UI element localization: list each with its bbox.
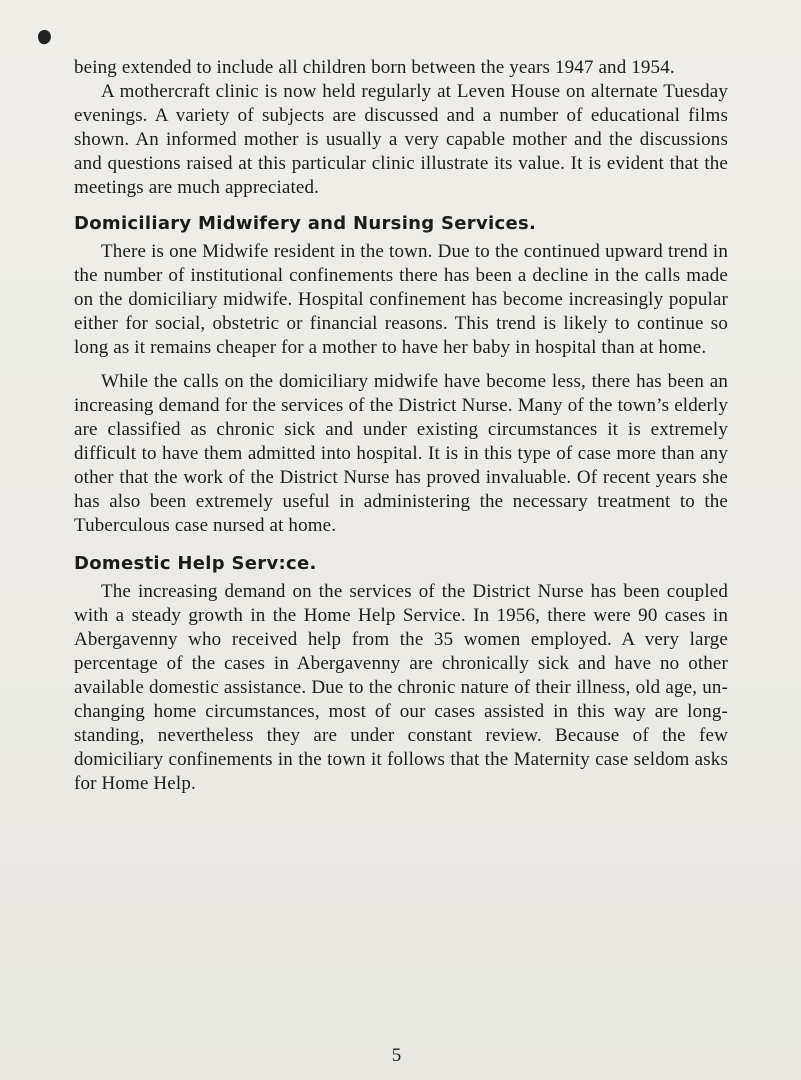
midwifery-paragraph-2: While the calls on the domiciliary midwife have become less, there has been an increasing demand for the services of the District Nurse. Many of the town’s elderly are classified as chronic sick and under existing circumstances it is extremely difficult to have them admitted into hospital. It is in this type of case more than any other that the work of the District Nurse has proved invaluable. Of recent years she has also been extremely useful in administering the necessary treatment to the Tuberculous case nursed at home. [74,371,728,536]
intro-lead-paragraph: being extended to include all children born between the years 1947 and 1954. [74,57,675,78]
page-number: 5 [391,1045,402,1066]
ink-blot-mark [36,28,53,45]
midwifery-heading: Domiciliary Midwifery and Nursing Services. [74,213,537,234]
domestic-help-paragraph: The increasing demand on the services of the District Nurse has been coupled with a steady growth in the Home Help Service. In 1956, there were 90 cases in Abergavenny who received help from the 35 women employed. A very large percentage of the cases in Abergavenny are chronically sick and have no other available domestic assistance. Due to the chronic nature of their illness, old age, un-changing home circumstances, most of our cases assisted in this way are long-standing, nevertheless they are under constant review. Because of the few domiciliary confinements in the town it follows that the Maternity case seldom asks for Home Help. [74,581,728,794]
page-content [74,56,728,796]
paragraph-gap [74,360,728,370]
domestic-help-heading: Domestic Help Serv:ce. [74,553,317,574]
midwifery-paragraph-1: There is one Midwife resident in the town. Due to the continued upward trend in the number of institutional confinements there has been a decline in the calls made on the domiciliary midwife. Hospital confinement has become increasingly popular either for social, obstetric or financial reasons. This trend is likely to continue so long as it remains cheaper for a mother to have her baby in hospital than at home. [74,241,728,358]
mothercraft-paragraph: A mothercraft clinic is now held regularly at Leven House on alternate Tuesday evenings. A variety of subjects are discussed and a number of educational films shown. An informed mother is usually a very capable mother and the discussions and questions raised at this particular clinic illustrate its value. It is evident that the meetings are much appreciated. [74,81,728,198]
